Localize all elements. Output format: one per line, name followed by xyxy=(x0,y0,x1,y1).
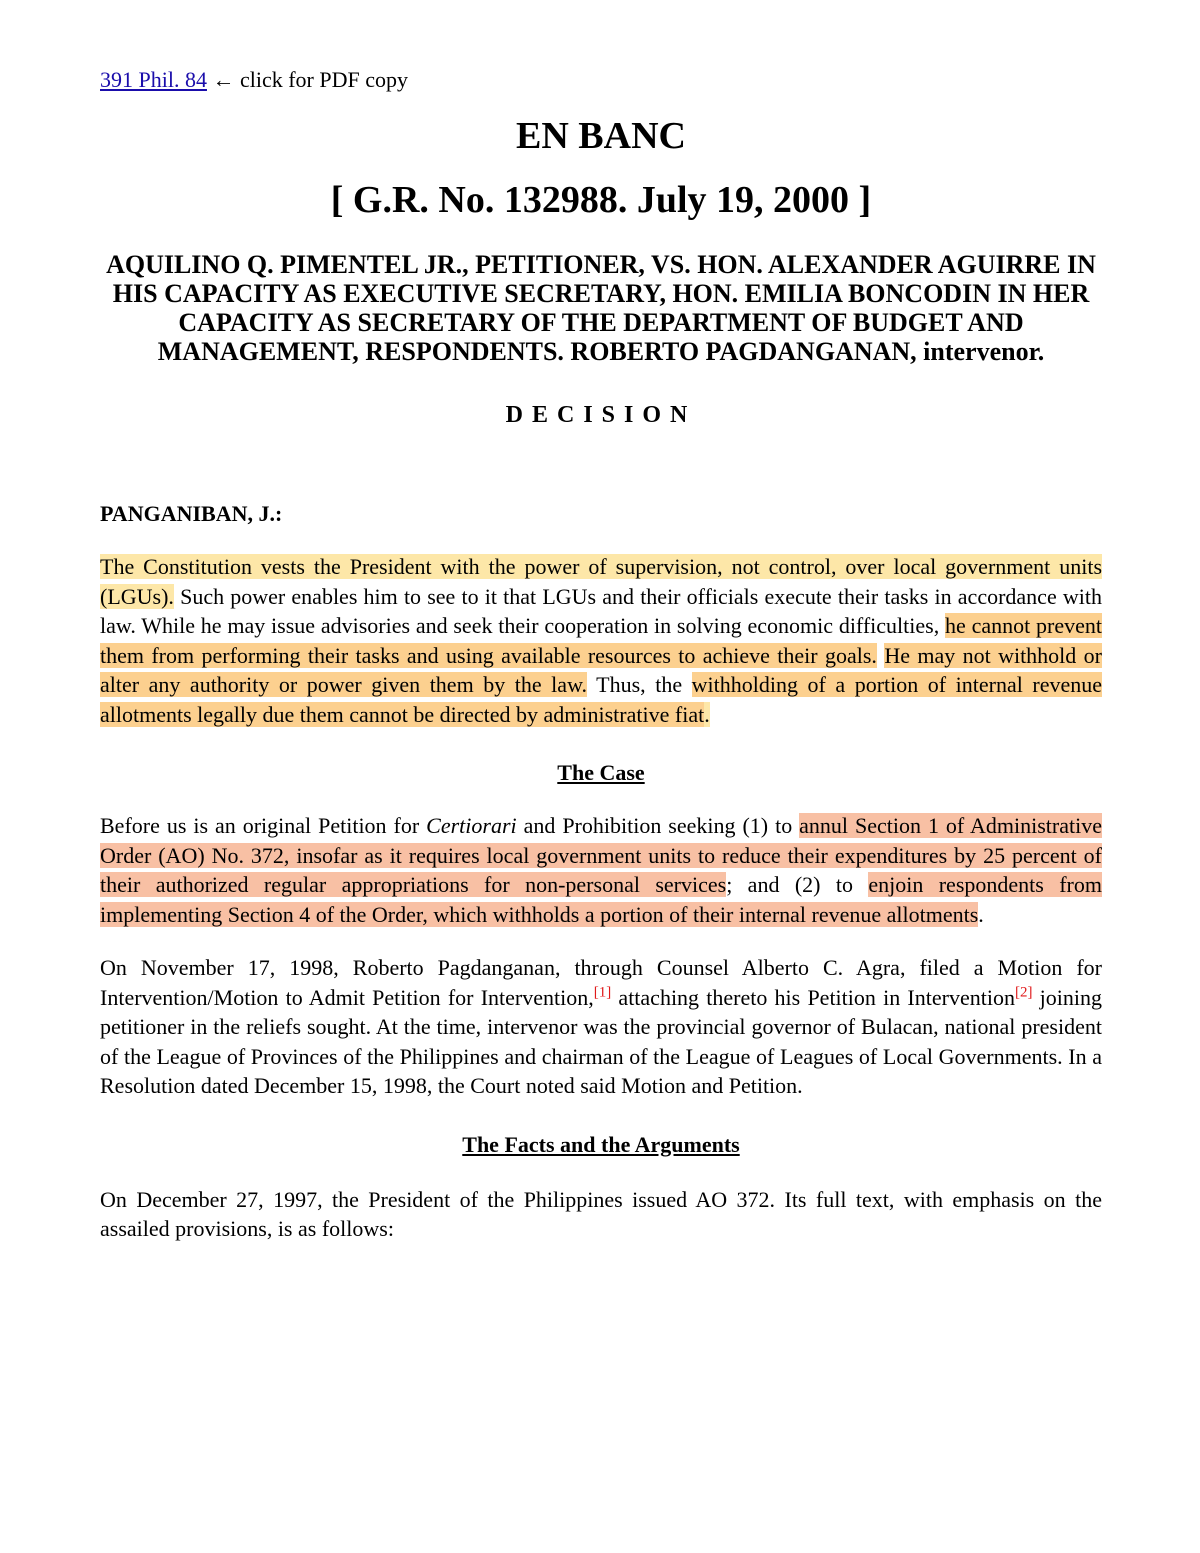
court-division: EN BANC xyxy=(516,115,686,157)
intervention-text-b: attaching thereto his Petition in Intervention xyxy=(611,984,1015,1010)
intro-period: . xyxy=(704,701,710,727)
footnote-1-link[interactable]: [1] xyxy=(593,984,612,1001)
highlight-withholding: withholding of a portion of internal revenue allotments legally due them cannot be directed by administrative fiat xyxy=(100,672,1103,727)
case-parties: AQUILINO Q. PIMENTEL JR., PETITIONER, VS. HON. ALEXANDER AGUIRRE IN HIS CAPACITY AS EXECUTIVE SECRETARY, HON. EMILIA BONCODIN IN HER CAPACITY AS SECRETARY OF THE DEPARTMENT OF BUDGET AND MANAGEMENT, RESPONDENTS. ROBERTO PAGDANGANAN, intervenor. xyxy=(106,250,1096,366)
highlight-cannot-prevent: he cannot prevent them from performing their tasks and using available resources to achieve their goals. xyxy=(100,613,1102,668)
intervention-text-c: joining petitioner in the reliefs sought. At the time, intervenor was the provincial governor of Bulacan, national president of the League of Provinces of the Philippines and chairman of the League of Leagues of Local Governments. In a Resolution dated December 15, 1998, the Court noted said Motion and Petition. xyxy=(100,984,1102,1098)
highlight-enjoin-section4: enjoin respondents from implementing Section 4 of the Order, which withholds a portion of their internal revenue allotments xyxy=(100,872,1102,927)
the-case-heading: The Case xyxy=(557,760,645,785)
facts-arguments-heading: The Facts and the Arguments xyxy=(462,1131,740,1157)
highlight-supervision: The Constitution vests the President with the power of supervision, not control, over local government units (LGUs). xyxy=(100,554,1102,609)
case-number: [ G.R. No. 132988. July 19, 2000 ] xyxy=(330,179,872,221)
case-text-c: and Prohibition seeking (1) to xyxy=(516,813,800,838)
highlight-annul-section1: annul Section 1 of Administrative Order (AO) No. 372, insofar as it requires local government units to reduce their expenditures by 25 percent of their authorized regular appropriations for non-personal services xyxy=(100,813,1102,897)
intro-text: Such power enables him to see to it that LGUs and their officials execute their tasks in accordance with law. While he may issue advisories and seek their cooperation in solving economic difficulties, xyxy=(100,583,1102,638)
phil-citation-link[interactable]: 391 Phil. 84 xyxy=(100,67,207,92)
case-paragraph xyxy=(100,811,1102,929)
case-text-a: Before us is an original Petition for xyxy=(100,813,427,838)
pdf-copy-line xyxy=(100,66,1102,94)
intervention-text-a: On November 17, 1998, Roberto Pagdanganan, through Counsel Alberto C. Agra, filed a Motion for Intervention/Motion to Admit Petition for Intervention, xyxy=(100,955,1102,1010)
case-text-e: ; and (2) to xyxy=(726,872,869,897)
footnote-2-link[interactable]: [2] xyxy=(1014,984,1033,1001)
ponente: PANGANIBAN, J.: xyxy=(100,501,283,526)
intro-paragraph xyxy=(100,552,1102,729)
pdf-copy-text: click for PDF copy xyxy=(234,67,408,92)
case-text-g: . xyxy=(978,901,984,927)
certiorari-term: Certiorari xyxy=(426,813,517,838)
facts-paragraph: On December 27, 1997, the President of the Philippines issued AO 372. Its full text, with emphasis on the assailed provisions, is as follows: xyxy=(100,1186,1102,1241)
left-arrow-icon: ← xyxy=(212,67,235,92)
document-page xyxy=(100,66,1102,1244)
intro-thus: Thus, the xyxy=(587,672,692,697)
decision-label: DECISION xyxy=(505,402,697,428)
highlight-may-not-withhold: He may not withhold or alter any authority or power given them by the law. xyxy=(100,642,1102,697)
intervention-paragraph xyxy=(100,953,1102,1101)
